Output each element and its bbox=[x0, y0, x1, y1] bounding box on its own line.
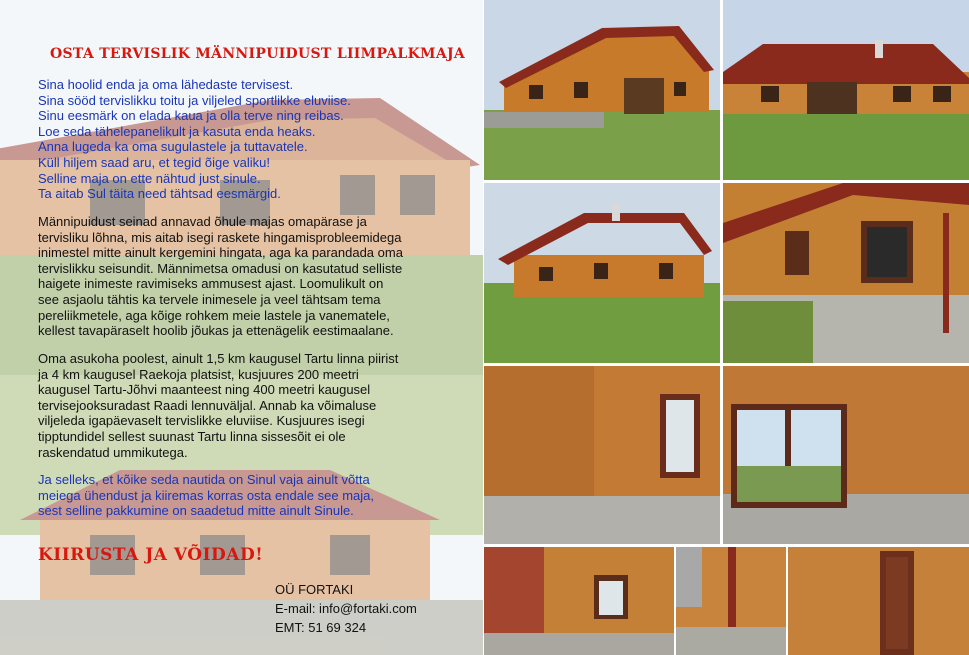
photo-interior-brick-fireplace bbox=[484, 547, 674, 655]
photo-house-exterior-corner-closeup bbox=[723, 183, 969, 363]
paragraph-line: tipptundidel sellest suunast Tartu linna sissesõit ei ole bbox=[38, 428, 346, 444]
intro-line: Selline maja on ette nähtud just sinule. bbox=[38, 170, 261, 186]
paragraph-line: meiega ühendust ja kiiremas korras osta endale see maja, bbox=[38, 487, 375, 503]
phone-line: EMT: 51 69 324 bbox=[275, 620, 367, 635]
paragraph-line: haigete inimeste ravimiseks ammusest ajast. Loomulikult on bbox=[38, 276, 384, 292]
advertisement-text-panel bbox=[0, 0, 483, 655]
paragraph-line: inimestel mitte ainult kergemini hingata, aga ka parandada oma bbox=[38, 245, 403, 261]
paragraph-line: sest selline pakkumine on saadetud mitte ainult Sinule. bbox=[38, 503, 354, 519]
intro-line: Loe seda tähelepanelikult ja kasuta enda heaks. bbox=[38, 123, 316, 139]
photo-interior-room-window bbox=[484, 366, 720, 544]
intro-line: Anna lugeda ka oma sugulastele ja tuttavatele. bbox=[38, 139, 308, 155]
paragraph-line: tervislikku seisundit. Männimetsa omadusi on kasutatud selliste bbox=[38, 260, 403, 276]
paragraph-line: tervisejooksuradast Raadi lennuväljal. Annab ka võimaluse bbox=[38, 397, 377, 413]
intro-line: Ta aitab Sul täita need tähtsad eesmärgid. bbox=[38, 186, 281, 202]
intro-list bbox=[38, 77, 351, 202]
company-name: OÜ FORTAKI bbox=[275, 582, 354, 597]
paragraph-line: Oma asukoha poolest, ainult 1,5 km kaugusel Tartu linna piirist bbox=[38, 351, 399, 366]
location-paragraph bbox=[38, 351, 398, 460]
paragraph-line: kaugusel Tartu-Jõhvi maanteest ning 400 meetri kaugusel bbox=[38, 382, 371, 398]
health-paragraph bbox=[38, 214, 403, 339]
call-to-action: KIIRUSTA JA VÕIDAD! bbox=[38, 545, 264, 565]
paragraph-line: Ja selleks, et kõike seda nautida on Sinul vaja ainult võtta bbox=[38, 472, 370, 487]
photo-house-exterior-porch bbox=[484, 0, 720, 180]
photo-house-exterior-side bbox=[484, 183, 720, 363]
paragraph-line: viljeleda igapäevaselt tervislikke eluviise. Kusjuures isegi bbox=[38, 413, 365, 429]
intro-line: Sinu eesmärk on elada kaua ja olla terve ning reibas. bbox=[38, 108, 344, 124]
intro-line: Sina hoolid enda ja oma lähedaste tervisest. bbox=[38, 77, 294, 92]
paragraph-line: Männipuidust seinad annavad õhule majas omapärase ja bbox=[38, 214, 367, 229]
headline: OSTA TERVISLIK MÄNNIPUIDUST LIIMPALKMAJA bbox=[50, 46, 466, 62]
intro-line: Küll hiljem saad aru, et tegid õige valiku! bbox=[38, 154, 270, 170]
paragraph-line: kellest tavapäraselt hoolib jõukas ja ettenägelik eestimaalane. bbox=[38, 323, 394, 339]
contact-invitation-paragraph bbox=[38, 472, 374, 519]
paragraph-line: tervisliku lõhna, mis aitab isegi raskete hingamisprobleemidega bbox=[38, 229, 402, 245]
paragraph-line: ja 4 km kaugusel Raekoja platsist, kusjuures 200 meetri bbox=[38, 366, 359, 382]
photo-interior-hallway bbox=[676, 547, 786, 655]
intro-line: Sina sööd tervislikku toitu ja viljeled sportlikke eluviise. bbox=[38, 92, 351, 108]
contact-block bbox=[275, 580, 417, 637]
paragraph-line: pereliikmetele, aga kõige rohkem meie lastele ja vanematele, bbox=[38, 307, 390, 323]
photo-interior-room-patio-door bbox=[723, 366, 969, 544]
paragraph-line: see asjaolu tähtis ka tervele inimesele ja veel tähtsam tema bbox=[38, 291, 381, 307]
paragraph-line: raskendatud ummikutega. bbox=[38, 444, 188, 460]
photo-interior-door bbox=[788, 547, 969, 655]
email-line: E-mail: info@fortaki.com bbox=[275, 601, 417, 616]
photo-house-exterior-front bbox=[723, 0, 969, 180]
